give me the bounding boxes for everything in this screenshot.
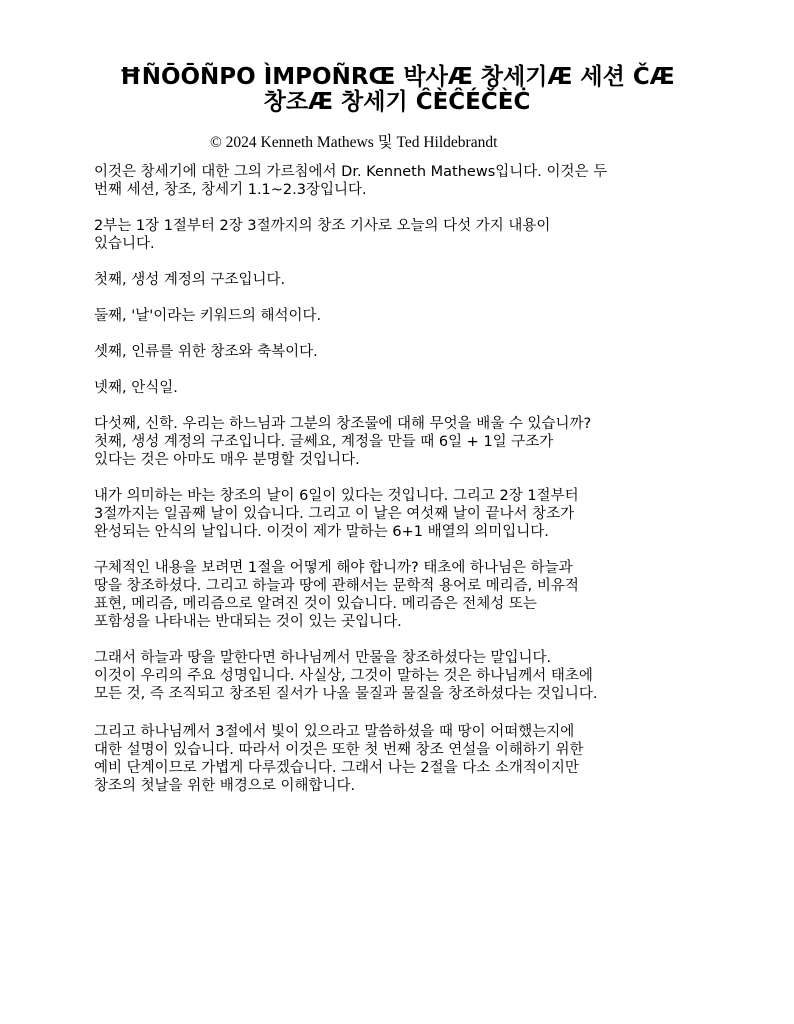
paragraph-line: 표현, 메리즘, 메리즘으로 알려진 것이 있습니다. 메리즘은 전체성 또는 — [94, 596, 537, 612]
paragraph-line: 있다는 것은 아마도 매우 분명할 것입니다. — [94, 452, 360, 468]
paragraph-line: 다섯째, 신학. 우리는 하느님과 그분의 창조물에 대해 무엇을 배울 수 있습니까? — [94, 416, 592, 432]
paragraph-line: 번째 세션, 창조, 창세기 1.1~2.3장입니다. — [94, 182, 367, 198]
paragraph-six-plus-one — [94, 487, 694, 541]
paragraph-line: 창조의 첫날을 위한 배경으로 이해합니다. — [94, 778, 356, 794]
paragraph-line: 모든 것, 즉 조직되고 창조된 질서가 나올 물질과 물질을 창조하셨다는 것입니다. — [94, 686, 598, 702]
paragraph-merism — [94, 559, 694, 631]
paragraph-verse-three — [94, 723, 694, 795]
paragraph-line: 그리고 하나님께서 3절에서 빛이 있으라고 말씀하셨을 때 땅이 어떠했는지에 — [94, 724, 575, 740]
paragraph-line: 구체적인 내용을 보려면 1절을 어떻게 해야 합니까? 태초에 하나님은 하늘과 — [94, 560, 573, 576]
paragraph-line: 넷째, 안식일. — [94, 380, 178, 396]
document-title-line-2: 창조Æ 창세기 ĈÈĈÉČÈĊ — [263, 89, 531, 115]
paragraph-third-point — [94, 343, 694, 361]
paragraph-line: 둘째, '날'이라는 키워드의 해석이다. — [94, 308, 322, 324]
paragraph-line: 예비 단계이므로 가볍게 다루겠습니다. 그래서 나는 2절을 다소 소개적이지만 — [94, 760, 579, 776]
paragraph-fourth-point — [94, 379, 694, 397]
paragraph-first-point — [94, 271, 694, 289]
paragraph-line: 대한 설명이 있습니다. 따라서 이것은 또한 첫 번째 창조 연설을 이해하기 위한 — [94, 742, 584, 758]
paragraph-second-point — [94, 307, 694, 325]
paragraph-fifth-point — [94, 415, 694, 469]
copyright-line: © 2024 Kenneth Mathews 및 Ted Hildebrandt — [210, 134, 498, 151]
paragraph-line: 그래서 하늘과 땅을 말한다면 하나님께서 만물을 창조하셨다는 말입니다. — [94, 650, 552, 666]
paragraph-line: 3절까지는 일곱째 날이 있습니다. 그리고 이 날은 여섯째 날이 끝나서 창조가 — [94, 506, 575, 522]
paragraph-line: 셋째, 인류를 위한 창조와 축복이다. — [94, 344, 318, 360]
paragraph-line: 내가 의미하는 바는 창조의 날이 6일이 있다는 것입니다. 그리고 2장 1절부터 — [94, 488, 579, 504]
paragraph-main-statement — [94, 649, 694, 703]
paragraph-line: 이것이 우리의 주요 성명입니다. 사실상, 그것이 말하는 것은 하나님께서 태초에 — [94, 668, 593, 684]
paragraph-line: 2부는 1장 1절부터 2장 3절까지의 창조 기사로 오늘의 다섯 가지 내용이 — [94, 218, 551, 234]
paragraph-line: 첫째, 생성 계정의 구조입니다. 글쎄요, 계정을 만들 때 6일 + 1일 구조가 — [94, 434, 554, 450]
paragraph-line: 포함성을 나타내는 반대되는 것이 있는 곳입니다. — [94, 614, 402, 630]
document-body — [94, 163, 694, 813]
paragraph-line: 땅을 창조하셨다. 그리고 하늘과 땅에 관해서는 문학적 용어로 메리즘, 비유적 — [94, 578, 579, 594]
paragraph-intro — [94, 163, 694, 199]
paragraph-line: 있습니다. — [94, 236, 155, 252]
paragraph-line: 완성되는 안식의 날입니다. 이것이 제가 말하는 6+1 배열의 의미입니다. — [94, 524, 549, 540]
document-title-line-1: ĦÑŌŌÑPO ÌMPOÑRŒ 박사Æ 창세기Æ 세션 ČÆ — [119, 64, 675, 90]
paragraph-line: 첫째, 생성 계정의 구조입니다. — [94, 272, 286, 288]
paragraph-line: 이것은 창세기에 대한 그의 가르침에서 Dr. Kenneth Mathews입니다. 이것은 두 — [94, 164, 608, 180]
paragraph-overview — [94, 217, 694, 253]
